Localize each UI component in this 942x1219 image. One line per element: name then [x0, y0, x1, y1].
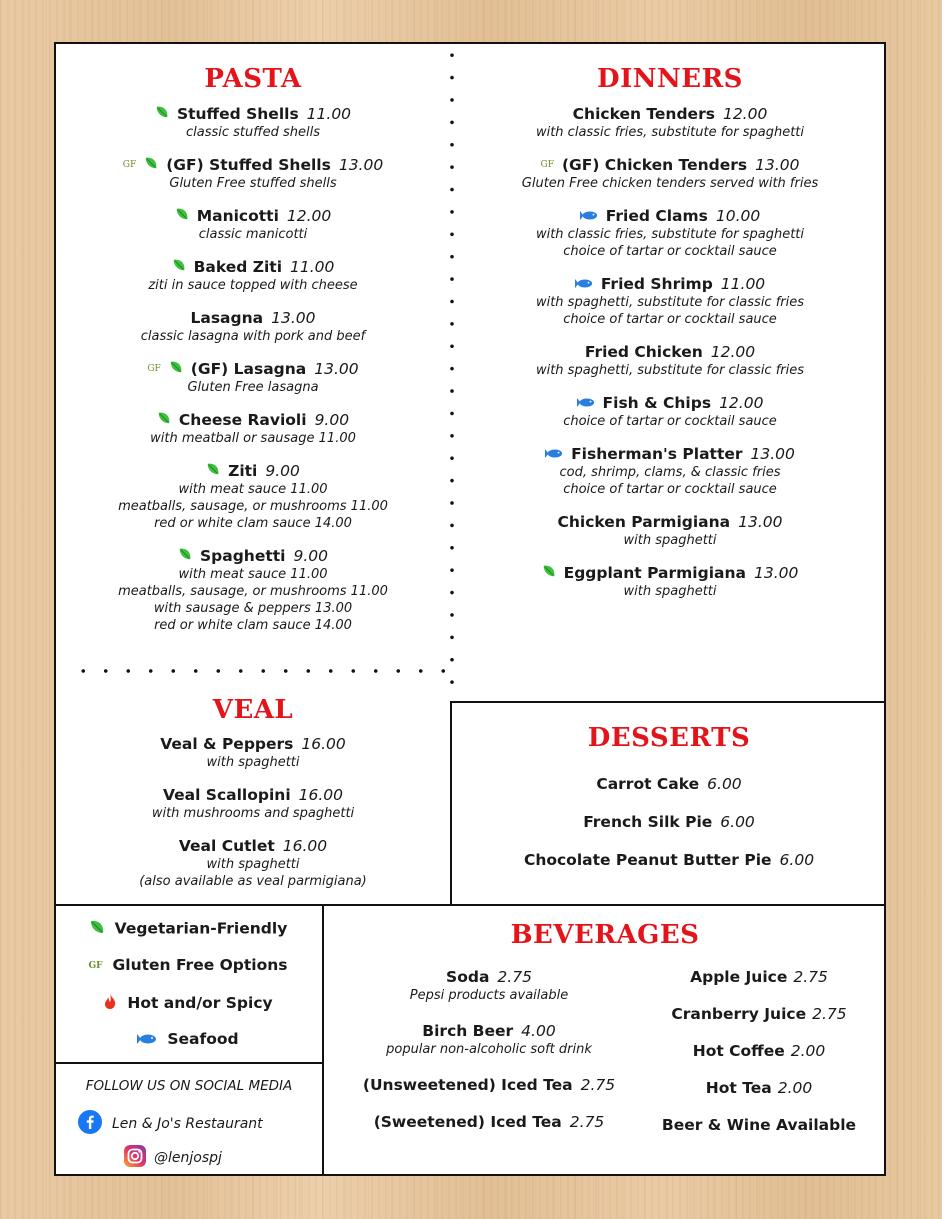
menu-sheet	[54, 42, 886, 1176]
menu-item-price: 9.00	[265, 462, 300, 480]
menu-item-price: 11.00	[720, 275, 766, 293]
gf-mark: GF	[540, 160, 554, 170]
menu-item-price: 12.00	[710, 343, 756, 361]
menu-item-title-line	[454, 275, 886, 294]
leaf-icon	[155, 105, 169, 124]
instagram-icon	[124, 1145, 146, 1171]
dessert-price: 6.00	[720, 813, 755, 831]
desserts-top-border	[450, 701, 886, 703]
pasta-heading: PASTA	[204, 64, 302, 94]
menu-item-description: with spaghetti, substitute for classic fries	[535, 295, 805, 310]
legend-gluten-free	[56, 956, 320, 974]
menu-item	[56, 258, 450, 294]
beverage-item	[634, 968, 884, 987]
menu-item-name: Ziti	[228, 462, 258, 480]
veal-section	[56, 695, 450, 905]
flame-icon	[103, 993, 117, 1014]
menu-item	[56, 547, 450, 634]
leaf-icon	[542, 564, 556, 583]
pasta-section	[56, 64, 450, 649]
menu-item-description: with classic fries, substitute for spaghetti	[535, 227, 805, 242]
fish-icon	[545, 445, 563, 464]
menu-item-title-line	[56, 786, 450, 805]
menu-item-price: 12.00	[719, 394, 764, 412]
beverage-item	[344, 1076, 634, 1095]
menu-item-name: (GF) Stuffed Shells	[166, 156, 331, 174]
menu-item	[56, 105, 450, 141]
menu-item	[454, 513, 886, 549]
menu-item-name: Fried Chicken	[584, 343, 703, 361]
instagram-label: @lenjospj	[154, 1150, 222, 1166]
menu-item-name: (GF) Chicken Tenders	[561, 156, 748, 174]
menu-item-title-line	[454, 513, 886, 532]
beverage-price: 2.00	[790, 1042, 826, 1060]
menu-item-name: Chicken Parmigiana	[557, 513, 731, 531]
fish-icon	[575, 275, 593, 294]
dessert-name: French Silk Pie	[583, 813, 713, 831]
leaf-icon	[144, 156, 158, 175]
beverage-price: 2.75	[497, 968, 532, 986]
menu-item-price: 13.00	[314, 360, 359, 378]
menu-item-name: Fried Shrimp	[600, 275, 713, 293]
menu-item-description: with meat sauce 11.00	[178, 482, 328, 497]
beverage-title-line	[344, 1076, 634, 1095]
instagram-link[interactable]	[124, 1145, 222, 1171]
beverage-description: popular non-alcoholic soft drink	[386, 1042, 592, 1057]
menu-item-description: with spaghetti	[623, 584, 717, 599]
beverage-item	[344, 1113, 634, 1132]
menu-item	[56, 837, 450, 890]
desserts-heading: DESSERTS	[587, 723, 751, 753]
menu-item	[454, 207, 886, 260]
desserts-section	[452, 723, 886, 889]
facebook-label: Len & Jo's Restaurant	[112, 1116, 263, 1132]
menu-item-description: meatballs, sausage, or mushrooms 11.00	[118, 499, 388, 514]
menu-item-description: with spaghetti	[206, 857, 300, 872]
leaf-icon	[172, 258, 186, 277]
beverage-item	[344, 968, 634, 1004]
desserts-list	[452, 775, 886, 870]
menu-item-price: 9.00	[293, 547, 328, 565]
legend-spicy	[56, 993, 320, 1014]
beverage-price: 2.75	[793, 968, 828, 986]
menu-item-price: 16.00	[282, 837, 328, 855]
leaf-icon	[169, 360, 183, 379]
menu-item-description: with classic fries, substitute for spaghetti	[535, 125, 805, 140]
dessert-item	[452, 813, 886, 832]
menu-item-description: ziti in sauce topped with cheese	[148, 278, 358, 293]
social-box	[56, 1064, 322, 1176]
beverage-name: Birch Beer	[422, 1022, 514, 1040]
legend-vegetarian-label: Vegetarian-Friendly	[114, 919, 288, 938]
beverage-item	[634, 1042, 884, 1061]
menu-item-name: Fried Clams	[605, 207, 708, 225]
beverage-item	[344, 1022, 634, 1058]
fish-icon	[577, 394, 595, 413]
menu-item-title-line	[454, 156, 886, 175]
menu-item-price: 13.00	[754, 564, 799, 582]
menu-item-name: Spaghetti	[199, 547, 286, 565]
menu-item-title-line	[454, 343, 886, 362]
beverage-title-line	[344, 1113, 634, 1132]
menu-item-title-line	[56, 411, 450, 430]
menu-item-price: 11.00	[306, 105, 352, 123]
menu-item-description: with mushrooms and spaghetti	[151, 806, 355, 821]
menu-item-name: Fisherman's Platter	[571, 445, 743, 463]
pasta-list	[56, 105, 450, 634]
menu-item-name: Lasagna	[190, 309, 264, 327]
menu-item-description: with meatball or sausage 11.00	[150, 431, 356, 446]
facebook-icon	[78, 1110, 102, 1138]
beverage-price: 2.75	[812, 1005, 847, 1023]
menu-item-description: red or white clam sauce 14.00	[154, 516, 352, 531]
menu-item-description: choice of tartar or cocktail sauce	[563, 312, 777, 327]
beverage-item	[634, 1005, 884, 1024]
menu-item-description: choice of tartar or cocktail sauce	[563, 244, 777, 259]
menu-item-price: 12.00	[722, 105, 768, 123]
menu-item	[454, 564, 886, 600]
menu-item-name: Veal & Peppers	[160, 735, 294, 753]
menu-item-name: Fish & Chips	[602, 394, 712, 412]
legend-box	[56, 905, 322, 1062]
legend-vegetarian	[56, 919, 320, 939]
menu-item-title-line	[56, 462, 450, 481]
beverage-description: Pepsi products available	[409, 988, 569, 1003]
menu-item-price: 13.00	[738, 513, 783, 531]
menu-item-name: Veal Scallopini	[162, 786, 291, 804]
veal-heading: VEAL	[212, 695, 294, 725]
menu-item-description: (also available as veal parmigiana)	[139, 874, 367, 889]
menu-item-price: 13.00	[338, 156, 384, 174]
menu-item-title-line	[454, 394, 886, 413]
beverages-section	[324, 906, 886, 1176]
beverage-name: (Unsweetened) Iced Tea	[362, 1076, 573, 1094]
leaf-icon	[206, 462, 220, 481]
beverage-name: Hot Tea	[705, 1079, 772, 1097]
gf-mark: GF	[122, 160, 137, 170]
menu-item-price: 16.00	[301, 735, 346, 753]
beverage-name: Soda	[446, 968, 490, 986]
menu-item	[454, 343, 886, 379]
menu-item-title-line	[454, 105, 886, 124]
dinners-heading: DINNERS	[597, 64, 743, 94]
beverage-name: Hot Coffee	[692, 1042, 785, 1060]
menu-item-description: red or white clam sauce 14.00	[154, 618, 352, 633]
fish-icon	[580, 207, 598, 226]
gf-mark: GF	[147, 364, 161, 374]
dessert-name: Chocolate Peanut Butter Pie	[523, 851, 772, 869]
beverage-title-line	[344, 968, 634, 987]
veal-list	[56, 735, 450, 890]
beverage-name: Cranberry Juice	[671, 1005, 807, 1023]
menu-item-name: (GF) Lasagna	[190, 360, 307, 378]
menu-item-price: 11.00	[290, 258, 335, 276]
menu-item-description: with spaghetti, substitute for classic fries	[535, 363, 805, 378]
menu-item-title-line	[454, 445, 886, 464]
menu-item-price: 13.00	[750, 445, 795, 463]
menu-item-title-line	[56, 156, 450, 175]
menu-item-description: with meat sauce 11.00	[178, 567, 328, 582]
menu-item	[454, 394, 886, 430]
beverage-item	[634, 1079, 884, 1098]
beverage-price: 4.00	[521, 1022, 556, 1040]
dessert-price: 6.00	[707, 775, 742, 793]
menu-item-description: with sausage & peppers 13.00	[153, 601, 353, 616]
leaf-icon	[175, 207, 189, 226]
menu-item-description: Gluten Free chicken tenders served with fries	[521, 176, 819, 191]
menu-item-title-line	[56, 837, 450, 856]
dinners-list	[454, 105, 886, 600]
beverage-name: Apple Juice	[690, 968, 788, 986]
menu-item-description: choice of tartar or cocktail sauce	[563, 414, 777, 429]
menu-item-name: Cheese Ravioli	[178, 411, 307, 429]
beverage-name: (Sweetened) Iced Tea	[373, 1113, 562, 1131]
beverage-item	[634, 1116, 884, 1135]
menu-item	[56, 156, 450, 192]
beverage-price: 2.00	[777, 1079, 813, 1097]
menu-item	[56, 360, 450, 396]
dinners-section	[454, 64, 886, 615]
menu-item-price: 10.00	[715, 207, 761, 225]
leaf-icon	[178, 547, 192, 566]
menu-item-description: meatballs, sausage, or mushrooms 11.00	[118, 584, 388, 599]
dessert-name: Carrot Cake	[596, 775, 700, 793]
dessert-price: 6.00	[779, 851, 815, 869]
menu-item-description: cod, shrimp, clams, & classic fries	[559, 465, 781, 480]
menu-item	[454, 105, 886, 141]
leaf-icon	[157, 411, 171, 430]
dessert-item	[452, 851, 886, 870]
menu-item-title-line	[454, 564, 886, 583]
legend-spicy-label: Hot and/or Spicy	[127, 994, 273, 1012]
menu-item-description: classic stuffed shells	[185, 125, 321, 140]
menu-item	[56, 207, 450, 243]
menu-item-name: Manicotti	[196, 207, 279, 225]
menu-item-price: 13.00	[755, 156, 800, 174]
gf-mark: GF	[88, 960, 103, 971]
menu-item	[56, 411, 450, 447]
leaf-icon	[89, 919, 105, 939]
beverages-right-column	[634, 968, 884, 1153]
fish-icon	[137, 1031, 157, 1049]
beverage-title-line	[344, 1022, 634, 1041]
menu-item-price: 12.00	[286, 207, 332, 225]
beverage-name: Beer & Wine Available	[661, 1116, 857, 1134]
dessert-item	[452, 775, 886, 794]
menu-item-price: 16.00	[298, 786, 344, 804]
menu-item-title-line	[56, 309, 450, 328]
beverages-left-column	[344, 968, 634, 1150]
menu-item-name: Baked Ziti	[193, 258, 283, 276]
menu-item-price: 13.00	[271, 309, 316, 327]
menu-item-name: Chicken Tenders	[572, 105, 715, 123]
menu-item-name: Veal Cutlet	[178, 837, 275, 855]
menu-item-description: Gluten Free stuffed shells	[169, 176, 337, 191]
menu-item	[56, 309, 450, 345]
menu-item-title-line	[56, 105, 450, 124]
menu-item-description: with spaghetti	[623, 533, 717, 548]
beverages-heading: BEVERAGES	[510, 920, 700, 950]
legend-seafood-label: Seafood	[167, 1030, 239, 1048]
facebook-link[interactable]	[78, 1110, 263, 1138]
menu-item-price: 9.00	[314, 411, 350, 429]
menu-item-title-line	[454, 207, 886, 226]
menu-item-title-line	[56, 207, 450, 226]
menu-item-title-line	[56, 547, 450, 566]
menu-item-description: choice of tartar or cocktail sauce	[563, 482, 777, 497]
menu-item-description: classic manicotti	[198, 227, 308, 242]
social-heading: FOLLOW US ON SOCIAL MEDIA	[85, 1078, 293, 1094]
menu-item	[454, 445, 886, 498]
legend-gluten-free-label: Gluten Free Options	[112, 956, 288, 974]
horizontal-dotted-divider	[72, 669, 450, 673]
menu-item	[56, 462, 450, 532]
menu-item-name: Stuffed Shells	[176, 105, 299, 123]
menu-item-title-line	[56, 258, 450, 277]
menu-item-description: Gluten Free lasagna	[187, 380, 319, 395]
menu-item-name: Eggplant Parmigiana	[563, 564, 746, 582]
legend-seafood	[56, 1030, 320, 1049]
menu-item-title-line	[56, 735, 450, 754]
menu-item-description: classic lasagna with pork and beef	[140, 329, 366, 344]
menu-item	[454, 275, 886, 328]
menu-item-title-line	[56, 360, 450, 379]
menu-item-description: with spaghetti	[206, 755, 300, 770]
menu-item	[454, 156, 886, 192]
beverage-price: 2.75	[580, 1076, 616, 1094]
beverage-price: 2.75	[569, 1113, 605, 1131]
menu-item	[56, 786, 450, 822]
menu-item	[56, 735, 450, 771]
